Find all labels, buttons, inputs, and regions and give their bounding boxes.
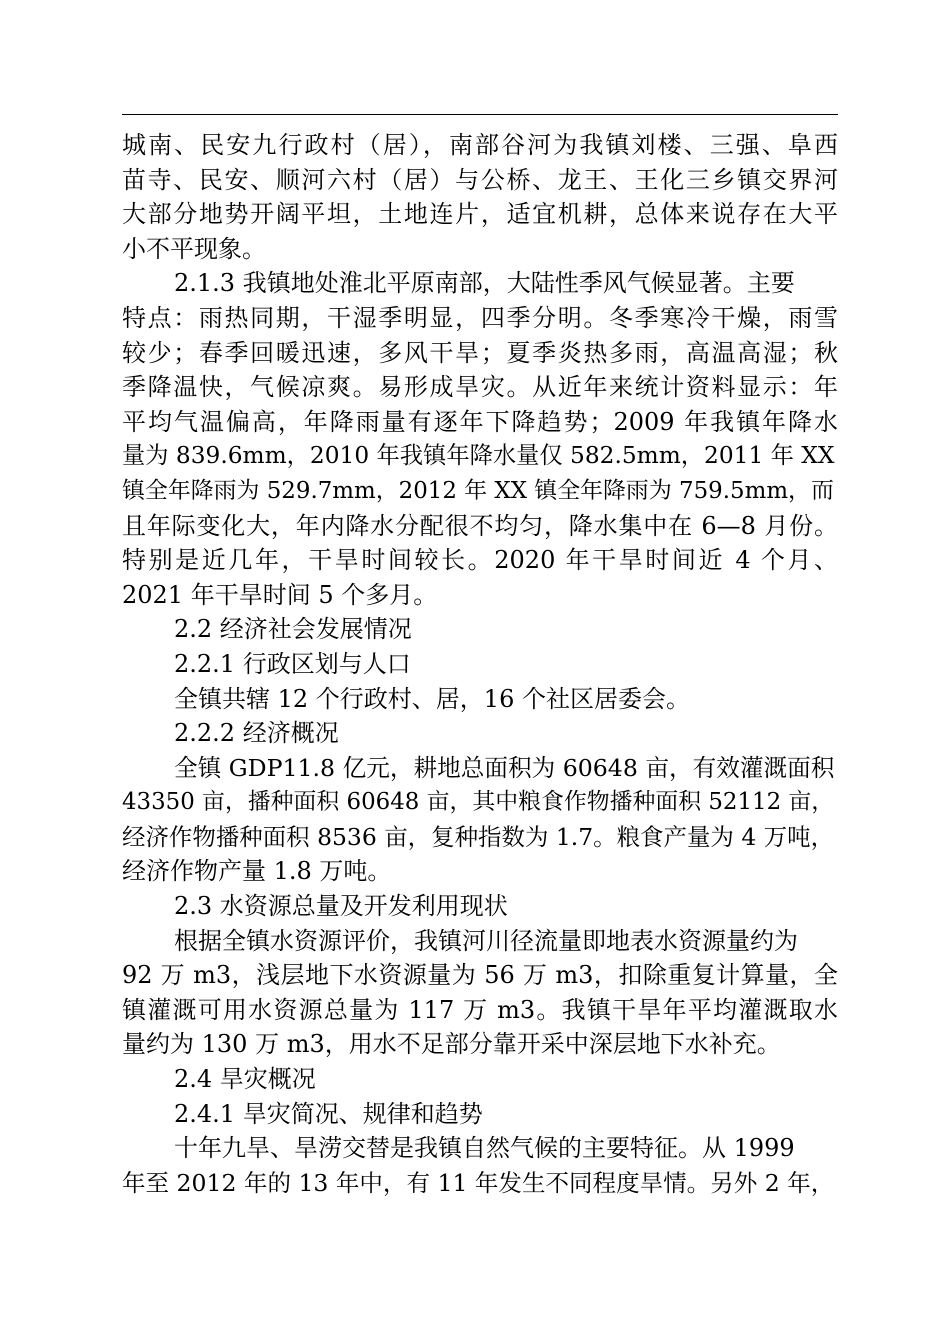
text-line: 城南、民安九行政村（居），南部谷河为我镇刘楼、三强、阜西 [122,131,838,159]
section-heading: 2.2 经济社会发展情况 [174,615,412,644]
text-line: 全镇 GDP11.8 亿元，耕地总面积为 60648 亩，有效灌溉面积 [174,753,835,782]
text-line: 全镇共辖 12 个行政村、居，16 个社区居委会。 [174,684,690,713]
text-line: 43350 亩，播种面积 60648 亩，其中粮食作物播种面积 52112 亩， [122,789,835,816]
text-line: 镇灌溉可用水资源总量为 117 万 m3。我镇干旱年平均灌溉取水 [122,995,838,1024]
text-line: 平均气温偏高，年降雨量有逐年下降趋势；2009 年我镇年降水 [122,407,838,436]
text-line: 根据全镇水资源评价，我镇河川径流量即地表水资源量约为 [174,926,798,955]
text-line: 特别是近几年，干旱时间较长。2020 年干旱时间近 4 个月、 [122,546,838,575]
section-heading: 2.4.1 旱灾简况、规律和趋势 [174,1099,483,1128]
text-line: 较少；春季回暖迅速，多风干旱；夏季炎热多雨，高温高湿；秋 [122,338,838,367]
text-line: 特点：雨热同期，干湿季明显，四季分明。冬季寒冷干燥，雨雪 [122,303,838,332]
text-line: 2.1.3 我镇地处淮北平原南部，大陆性季风气候显著。主要 [174,269,795,298]
text-line: 量约为 130 万 m3，用水不足部分靠开采中深层地下水补充。 [122,1030,781,1059]
text-line: 且年际变化大，年内降水分配很不均匀，降水集中在 6—8 月份。 [122,511,838,540]
header-rule [122,114,838,115]
text-line: 十年九旱、旱涝交替是我镇自然气候的主要特征。从 1999 [174,1134,795,1163]
text-line: 小不平现象。 [122,234,266,263]
section-heading: 2.2.2 经济概况 [174,719,339,748]
text-line: 92 万 m3，浅层地下水资源量为 56 万 m3，扣除重复计算量，全 [122,961,838,990]
text-line: 经济作物播种面积 8536 亩，复种指数为 1.7。粮食产量为 4 万吨， [122,822,835,851]
section-heading: 2.2.1 行政区划与人口 [174,649,411,678]
section-heading: 2.4 旱灾概况 [174,1065,316,1094]
text-line: 季降温快，气候凉爽。易形成旱灾。从近年来统计资料显示：年 [122,373,838,402]
text-line: 经济作物产量 1.8 万吨。 [122,857,392,886]
text-line: 镇全年降雨为 529.7mm，2012 年 XX 镇全年降雨为 759.5mm，而 [122,477,834,504]
text-line: 年至 2012 年的 13 年中，有 11 年发生不同程度旱情。另外 2 年， [122,1168,835,1197]
document-body [122,128,842,1200]
text-line: 2021 年干旱时间 5 个多月。 [122,580,438,609]
text-line: 大部分地势开阔平坦，土地连片，适宜机耕，总体来说存在大平 [122,200,838,229]
text-line: 量为 839.6mm，2010 年我镇年降水量仅 582.5mm，2011 年 XX [122,442,835,470]
section-heading: 2.3 水资源总量及开发利用现状 [174,892,508,921]
text-line: 苗寺、民安、顺河六村（居）与公桥、龙王、王化三乡镇交界河 [122,165,838,194]
